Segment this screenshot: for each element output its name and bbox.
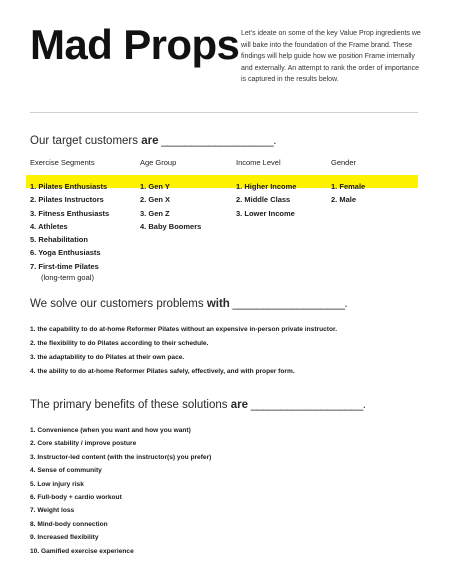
heading-blank: ___________________. <box>248 399 366 411</box>
heading-text: Our target customers <box>30 135 142 147</box>
benefits-list <box>30 424 211 558</box>
heading-bold-word: are <box>230 399 248 411</box>
list-item: 4. the ability to do at-home Reformer Pilates safely, effectively, and with proper form. <box>30 368 295 375</box>
list-item: 9. Increased flexibility <box>30 534 99 542</box>
column-header: Gender <box>331 158 357 167</box>
heading-bold-word: with <box>206 298 230 310</box>
intro-paragraph: Let's ideate on some of the key Value Prop ingredients we will bake into the foundation of the Frame brand. These findings will help guide how we position Frame internally and externally. An attempt to rank the order of importance is captured in the results below. <box>241 30 421 84</box>
list-item: 1. Convenience (when you want and how you want) <box>30 427 191 434</box>
list-item: 5. Low injury risk <box>30 480 84 488</box>
list-item: 2. Core stability / improve posture <box>30 440 137 448</box>
list-item-note: (long-term goal) <box>41 273 94 283</box>
list-item: 3. the adaptability to do Pilates at their own pace. <box>30 354 185 361</box>
list-item: 4. Athletes <box>30 221 68 231</box>
list-item: 6. Yoga Enthusiasts <box>30 248 101 258</box>
problems-list <box>30 323 337 379</box>
heading-text: The primary benefits of these solutions <box>30 399 231 411</box>
list-item: 4. Baby Boomers <box>140 221 202 231</box>
column-age-group <box>140 158 201 233</box>
column-header: Age Group <box>140 158 177 167</box>
list-item: 7. Weight loss <box>30 507 75 515</box>
list-item: 4. Sense of community <box>30 467 102 475</box>
list-item: 1. the capability to do at-home Reformer Pilates without an expensive in-person private instructor. <box>30 326 338 333</box>
list-item: 1. Pilates Enthusiasts <box>30 182 108 191</box>
column-exercise-segments <box>30 158 109 283</box>
list-item: 10. Gamified exercise experience <box>30 547 134 555</box>
list-item: 3. Instructor-led content (with the instructor(s) you prefer) <box>30 453 212 461</box>
heading-text: We solve our customers problems <box>30 298 207 310</box>
list-item: 7. First-time Pilates (long-term goal) <box>30 260 109 283</box>
list-item: 6. Full-body + cardio workout <box>30 494 122 502</box>
list-item: 3. Fitness Enthusiasts <box>30 208 110 218</box>
list-item: 2. Pilates Instructors <box>30 195 104 205</box>
list-item: 2. Middle Class <box>236 195 291 205</box>
list-item: 1. Higher Income <box>236 182 297 191</box>
list-item: 2. Gen X <box>140 195 171 205</box>
column-header: Income Level <box>236 158 281 167</box>
heading-blank: ___________________. <box>229 298 348 310</box>
list-item: 2. the flexibility to do Pilates according to their schedule. <box>30 340 209 347</box>
list-item: 1. Gen Y <box>140 182 170 191</box>
divider <box>30 112 418 113</box>
list-item: 2. Male <box>331 195 357 205</box>
column-income-level <box>236 158 296 220</box>
section-heading-target-customers <box>30 135 276 147</box>
column-header: Exercise Segments <box>30 158 95 167</box>
heading-blank: ___________________. <box>158 135 276 147</box>
list-item: 8. Mind-body connection <box>30 520 108 528</box>
list-item: 1. Female <box>331 182 366 191</box>
list-item: 5. Rehabilitation <box>30 235 88 245</box>
heading-bold-word: are <box>141 135 159 147</box>
list-item: 3. Gen Z <box>140 208 170 218</box>
section-heading-problems <box>30 298 347 310</box>
list-item: 3. Lower Income <box>236 208 295 218</box>
page-title: Mad Props <box>30 21 240 68</box>
section-heading-benefits <box>30 399 365 411</box>
column-gender <box>331 158 365 207</box>
